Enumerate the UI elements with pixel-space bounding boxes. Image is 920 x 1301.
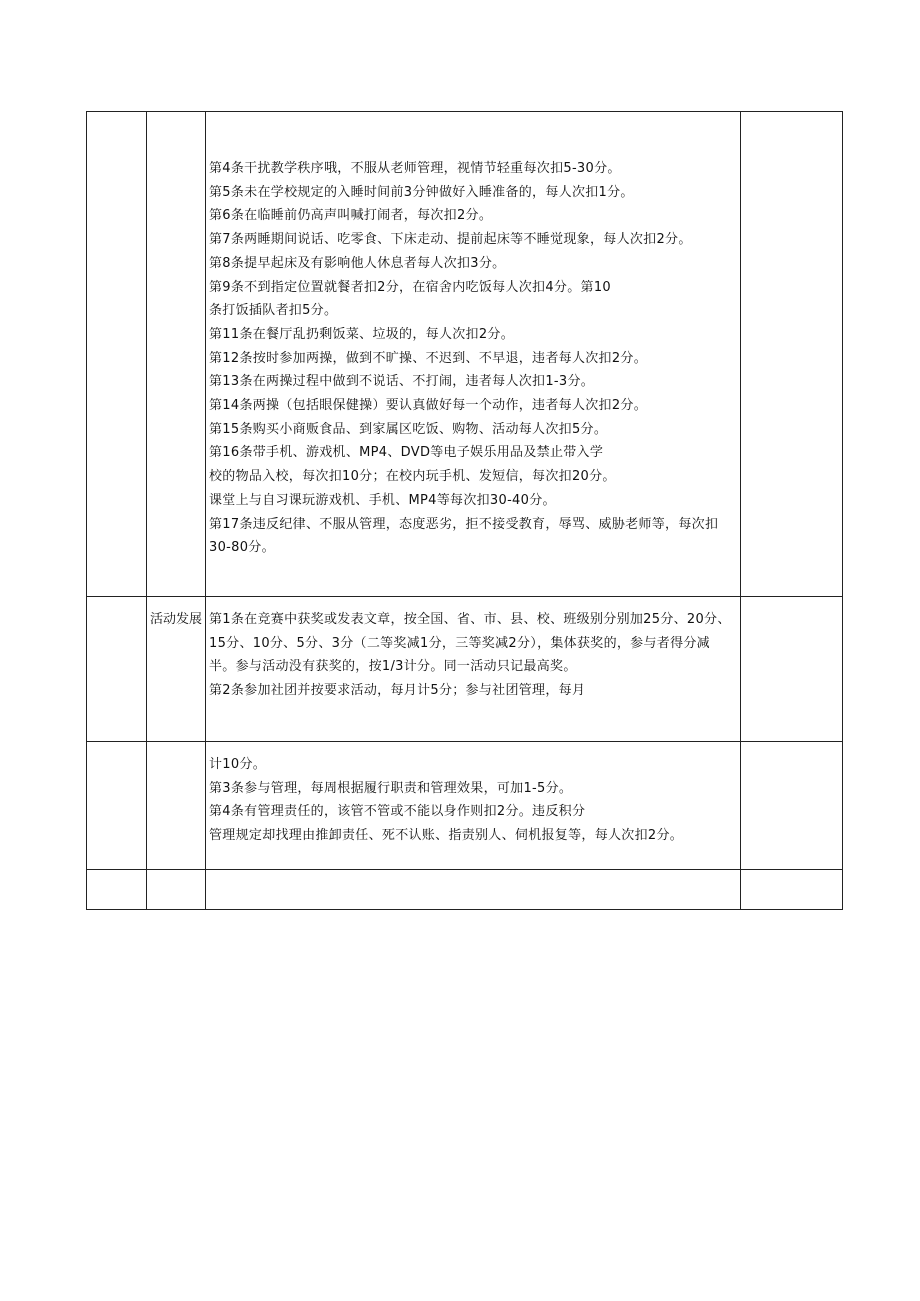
- rule-line: 第15条购买小商贩食品、到家属区吃饭、购物、活动每人次扣5分。: [209, 421, 608, 437]
- rule-line: 第2条参加社团并按要求活动，每月计5分；参与社团管理，每月: [209, 683, 586, 699]
- table-cell-empty: [741, 870, 843, 910]
- table-cell-empty: [147, 112, 206, 597]
- rule-line: 第9条不到指定位置就餐者扣2分，在宿舍内吃饭每人次扣4分。第10: [209, 279, 611, 295]
- rule-line: 第16条带手机、游戏机、MP4、DVD等电子娱乐用品及禁止带入学: [209, 445, 604, 461]
- table-row-empty: [87, 870, 843, 910]
- table-cell-empty: [741, 742, 843, 870]
- table-cell-empty: [87, 112, 147, 597]
- rule-line: 管理规定却找理由推卸责任、死不认账、指责别人、伺机报复等，每人次扣2分。: [209, 828, 684, 844]
- table-cell-empty: [87, 870, 147, 910]
- rule-line: 第4条干扰教学秩序哦，不服从老师管理，视情节轻重每次扣5-30分。: [209, 161, 621, 176]
- rule-line: 第13条在两操过程中做到不说话、不打闹，违者每人次扣1-3分。: [209, 374, 595, 390]
- rules-list: [206, 597, 740, 703]
- table-cell-empty: [147, 742, 206, 870]
- table-cell-empty: [87, 597, 147, 742]
- rule-line: 第5条未在学校规定的入睡时间前3分钟做好入睡准备的，每人次扣1分。: [209, 184, 634, 200]
- rule-line: 第4条有管理责任的，该管不管或不能以身作则扣2分。违反积分: [209, 804, 586, 820]
- rule-line: 校的物品入校，每次扣10分；在校内玩手机、发短信，每次扣20分。: [209, 469, 616, 485]
- rules-table: [86, 111, 843, 910]
- rule-line: 第17条违反纪律、不服从管理，态度恶劣，拒不接受教育，辱骂、威胁老师等，每次扣30-80分。: [209, 516, 719, 556]
- rule-line: 第11条在餐厅乱扔剩饭菜、垃圾的，每人次扣2分。: [209, 326, 515, 342]
- rules-cell: [206, 597, 741, 742]
- table-cell-empty: [87, 742, 147, 870]
- rule-line: 第8条提早起床及有影响他人休息者每人次扣3分。: [209, 255, 506, 271]
- table-row-management: [87, 742, 843, 870]
- rule-line: 第3条参与管理，每周根据履行职责和管理效果，可加1-5分。: [209, 780, 573, 796]
- table-row-discipline: [87, 112, 843, 597]
- rule-line: 第1条在竞赛中获奖或发表文章，按全国、省、市、县、校、班级别分别加25分、20分、15分、10分、5分、3分（二等奖减1分，三等奖减2分），集体获奖的，参与者得分减半。参与活动没有获奖的，按1/3计分。同一活动只记最高奖。: [209, 612, 731, 675]
- rule-line: 条打饭插队者扣5分。: [209, 303, 338, 319]
- rule-line: 计10分。: [209, 757, 267, 772]
- rules-cell: [206, 742, 741, 870]
- rule-line: 第12条按时参加两操，做到不旷操、不迟到、不早退，违者每人次扣2分。: [209, 350, 648, 366]
- table-cell-empty: [741, 112, 843, 597]
- table-cell-empty: [147, 870, 206, 910]
- rules-list: [206, 742, 740, 850]
- table-row-activity: [87, 597, 843, 742]
- category-cell: [147, 597, 206, 742]
- table-cell-empty: [206, 870, 741, 910]
- rule-line: 课堂上与自习课玩游戏机、手机、MP4等每次扣30-40分。: [209, 492, 556, 508]
- rule-line: 第7条两睡期间说话、吃零食、下床走动、提前起床等不睡觉现象，每人次扣2分。: [209, 232, 692, 248]
- rule-line: 第6条在临睡前仍高声叫喊打闹者，每次扣2分。: [209, 208, 493, 224]
- rules-list: [206, 112, 740, 561]
- category-label: 活动发展: [150, 612, 203, 627]
- table-cell-empty: [741, 597, 843, 742]
- rule-line: 第14条两操（包括眼保健操）要认真做好每一个动作，违者每人次扣2分。: [209, 398, 648, 414]
- rules-cell: [206, 112, 741, 597]
